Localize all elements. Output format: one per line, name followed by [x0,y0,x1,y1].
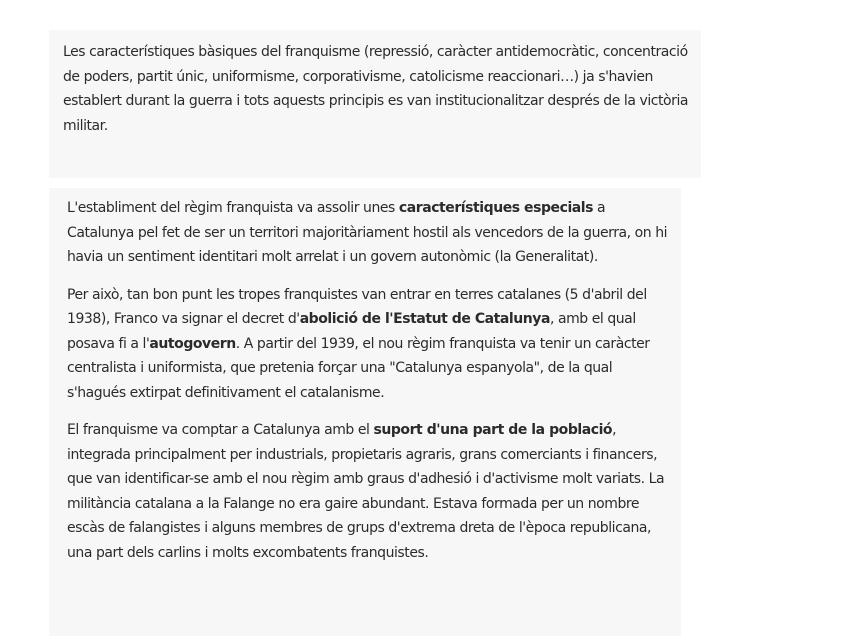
paragraph-1-bold-1: característiques especials [398,200,594,216]
paragraph-3-text-2: , integrada principalment per industrials, propietaris agraris, grans comerciants i financers, que van identificar-se amb el nou règim amb graus d'adhesió i d'activisme molt variats. La militància catalana a la Falange no era gaire abundant. Estava formada per un nombre escàs de falangistes i alguns membres de grups d'extrema dreta de l'època republicana, una part dels carlins i molts excombatents franquistes. [67,422,665,561]
paragraph-2-bold-2: autogovern [149,335,236,352]
paragraph-3-bold-1: suport d'una part de la població [373,422,613,438]
paragraph-3 [67,418,671,565]
main-text-box [49,188,681,636]
paragraph-1-text-2: a Catalunya pel fet de ser un territori majoritàriament hostil als vencedors de la guerra, on hi havia un sentiment identitari molt arrelat i un govern autonòmic (la Generalitat). [67,200,668,265]
paragraph-1 [67,196,671,270]
paragraph-2 [67,283,671,406]
intro-text-box [49,30,701,178]
paragraph-2-text-3: . A partir del 1939, el nou règim franquista va tenir un caràcter centralista i uniformista, que pretenia forçar una "Catalunya espanyola", de la qual s'hagués extirpat definitivament el catalanisme. [67,335,650,401]
paragraph-2-bold-1: abolició de l'Estatut de Catalunya [299,311,550,327]
paragraph-1-text-1: L'establiment del règim franquista va assolir unes [67,200,399,216]
intro-paragraph: Les característiques bàsiques del franquisme (repressió, caràcter antidemocràtic, concentració de poders, partit únic, uniformisme, corporativisme, catolicisme reaccionari…) ja s'havien establert durant la guerra i tots aquests principis es van institucionalitzar després de la victòria militar. [63,44,689,134]
paragraph-2-text-2: , amb el qual posava fi a l' [67,311,636,352]
paragraph-3-text-1: El franquisme va comptar a Catalunya amb el [67,422,374,438]
paragraph-2-text-1: Per això, tan bon punt les tropes franquistes van entrar en terres catalanes (5 d'abril del 1938), Franco va signar el decret d' [67,286,647,327]
